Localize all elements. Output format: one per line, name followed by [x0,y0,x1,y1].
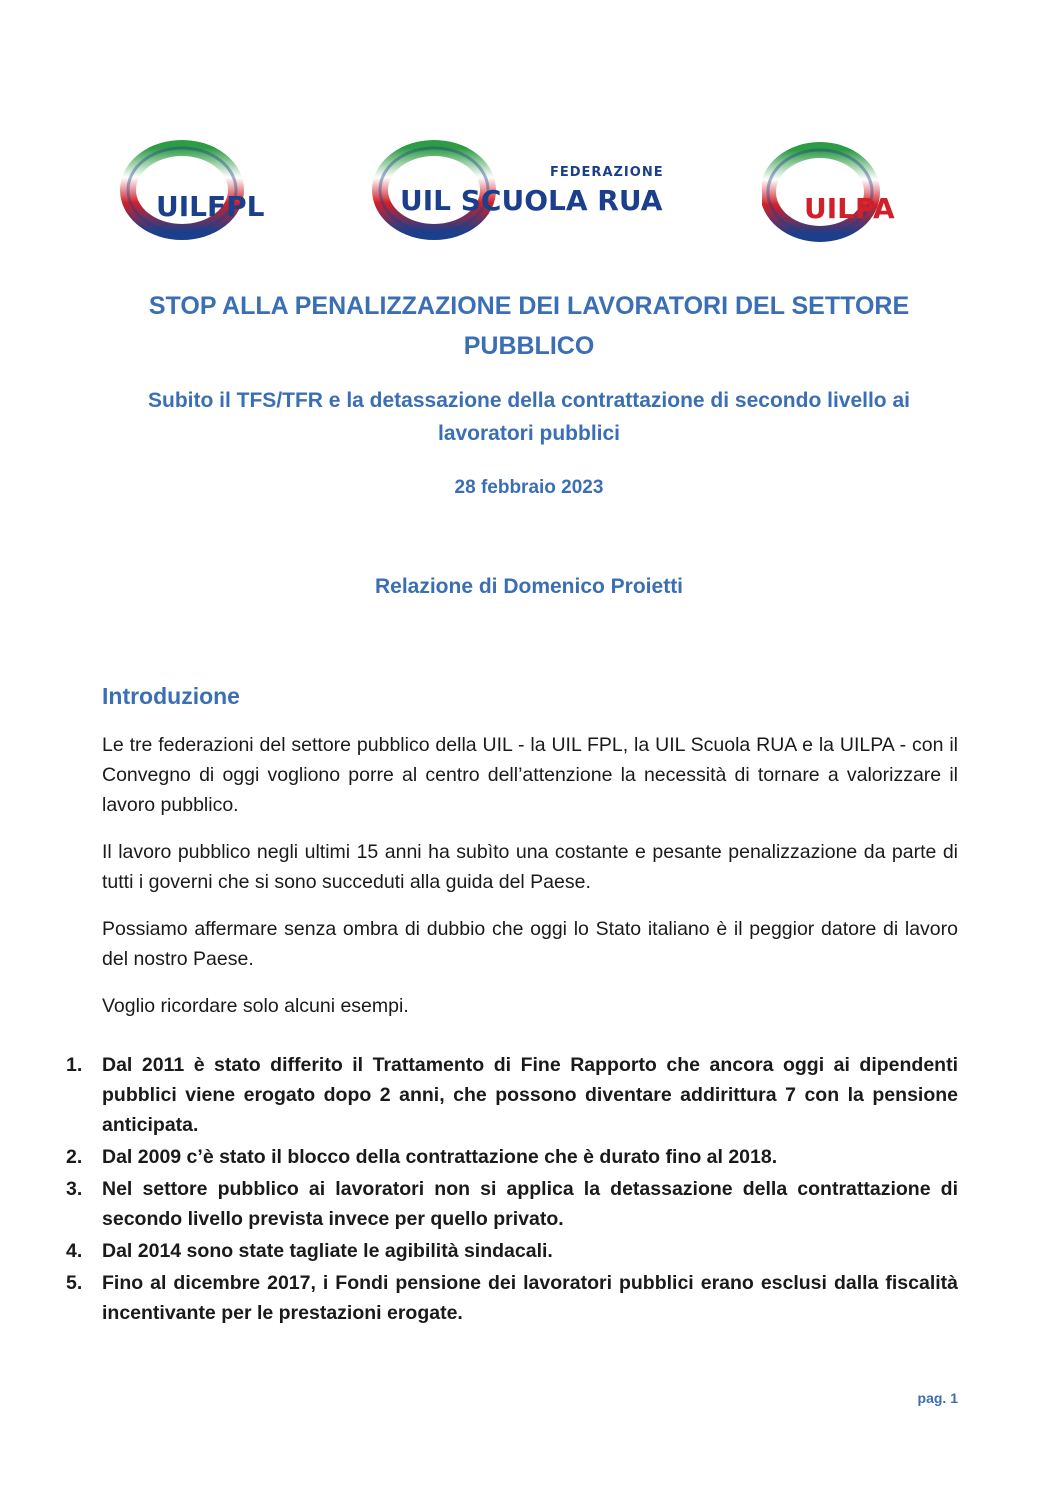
document-title: STOP ALLA PENALIZZAZIONE DEI LAVORATORI DEL SETTORE PUBBLICO [148,292,910,360]
logo-text: UILFPL [156,190,265,223]
logo-strip [0,138,1058,248]
list-item-text: Fino al dicembre 2017, i Fondi pensione dei lavoratori pubblici erano esclusi dalla fiscalità incentivante per le prestazioni erogate. [102,1272,958,1324]
document-subtitle: Subito il TFS/TFR e la detassazione della contrattazione di secondo livello ai lavoratori pubblici [148,389,910,445]
list-item [66,1268,958,1328]
logo-text: UIL SCUOLA RUA [400,184,663,217]
numbered-list [66,1050,958,1330]
list-item [66,1236,958,1266]
list-item [66,1050,958,1140]
logo-text: UILPA [804,192,895,225]
document-author: Relazione di Domenico Proietti [374,575,684,598]
list-item [66,1142,958,1172]
logo-federazione-text: FEDERAZIONE [550,165,664,180]
section-body [102,730,958,1038]
list-item [66,1174,958,1234]
list-number: 4. [66,1240,83,1262]
list-item-text: Dal 2014 sono state tagliate le agibilità sindacali. [102,1240,553,1262]
list-number: 2. [66,1146,83,1168]
uilfpl-logo [120,140,295,240]
uil-scuola-rua-logo [372,138,697,242]
paragraph: Voglio ricordare solo alcuni esempi. [102,995,409,1017]
paragraph: Il lavoro pubblico negli ultimi 15 anni ha subìto una costante e pesante penalizzazione da parte di tutti i governi che si sono succeduti alla guida del Paese. [102,841,958,893]
page-number: pag. 1 [917,1390,958,1406]
list-item-text: Nel settore pubblico ai lavoratori non si applica la detassazione della contrattazione di secondo livello prevista invece per quello privato. [102,1178,958,1230]
paragraph: Le tre federazioni del settore pubblico della UIL - la UIL FPL, la UIL Scuola RUA e la UILPA - con il Convegno di oggi vogliono porre al centro dell’attenzione la necessità di tornare a valorizzare il lavoro pubblico. [102,734,958,816]
list-number: 5. [66,1272,83,1294]
list-item-text: Dal 2009 c’è stato il blocco della contrattazione che è durato fino al 2018. [102,1146,778,1168]
list-number: 1. [66,1054,83,1076]
uilpa-logo [762,142,937,242]
document-date: 28 febbraio 2023 [454,477,604,498]
list-item-text: Dal 2011 è stato differito il Trattamento di Fine Rapporto che ancora oggi ai dipendenti pubblici viene erogato dopo 2 anni, che possono diventare addirittura 7 con la pensione anticipata. [102,1054,958,1136]
list-number: 3. [66,1178,83,1200]
paragraph: Possiamo affermare senza ombra di dubbio che oggi lo Stato italiano è il peggior datore di lavoro del nostro Paese. [102,918,958,970]
section-heading: Introduzione [102,683,240,709]
